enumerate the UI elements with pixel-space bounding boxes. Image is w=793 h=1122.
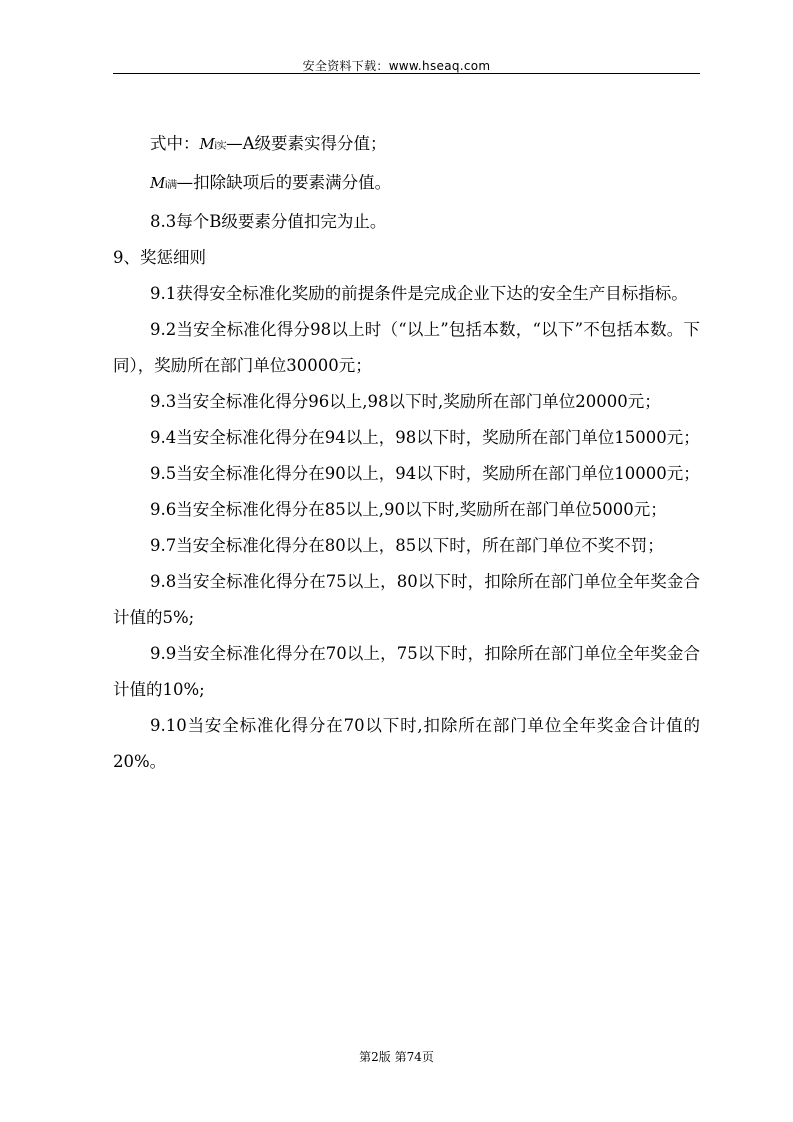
clause-9-7: 9.7当安全标准化得分在80以上，85以下时，所在部门单位不奖不罚；: [150, 536, 664, 555]
clause-9-8: 9.8当安全标准化得分在75以上，80以下时，扣除所在部门单位全年奖金合计值的5%;: [113, 572, 700, 627]
clause-8-3: 8.3每个B级要素分值扣完为止。: [150, 212, 387, 231]
clause-9-3: 9.3当安全标准化得分96以上,98以下时,奖励所在部门单位20000元；: [150, 392, 661, 411]
formula-prefix: 式中：: [150, 134, 200, 153]
clause-9-9: 9.9当安全标准化得分在70以上，75以下时，扣除所在部门单位全年奖金合计值的10%;: [113, 644, 700, 699]
formula-symbol-full: [150, 174, 177, 192]
clause-9-2: 9.2当安全标准化得分98以上时（“以上”包括本数，“以下”不包括本数。下同），奖励所在部门单位30000元；: [113, 320, 700, 375]
formula-description-2: —扣除缺项后的要素满分值。: [176, 173, 392, 192]
formula-symbol-m: M: [150, 174, 165, 192]
formula-symbol-subscript: i实: [214, 141, 227, 152]
page-header: 安全资料下载：www.hseaq.com: [302, 59, 491, 73]
page-footer: 第2版 第74页: [359, 1050, 434, 1064]
formula-symbol-subscript: i满: [164, 180, 177, 191]
clause-9-1: 9.1获得安全标准化奖励的前提条件是完成企业下达的安全生产目标指标。: [150, 284, 688, 303]
document-body: [113, 126, 700, 780]
formula-line-1: [113, 126, 700, 165]
formula-symbol-m: M: [199, 135, 215, 153]
clause-9-5: 9.5当安全标准化得分在90以上，94以下时，奖励所在部门单位10000元；: [150, 464, 700, 483]
header-divider: [113, 73, 700, 74]
clause-9-6: 9.6当安全标准化得分在85以上,90以下时,奖励所在部门单位5000元；: [150, 500, 667, 519]
clause-9-4: 9.4当安全标准化得分在94以上，98以下时，奖励所在部门单位15000元；: [150, 428, 700, 447]
formula-description-1: —A级要素实得分值；: [226, 134, 387, 153]
section-heading-9: 9、奖惩细则: [113, 248, 206, 267]
formula-line-2: [113, 165, 700, 204]
clause-9-10: 9.10当安全标准化得分在70以下时,扣除所在部门单位全年奖金合计值的20%。: [113, 716, 700, 771]
formula-symbol-actual: [200, 135, 227, 153]
